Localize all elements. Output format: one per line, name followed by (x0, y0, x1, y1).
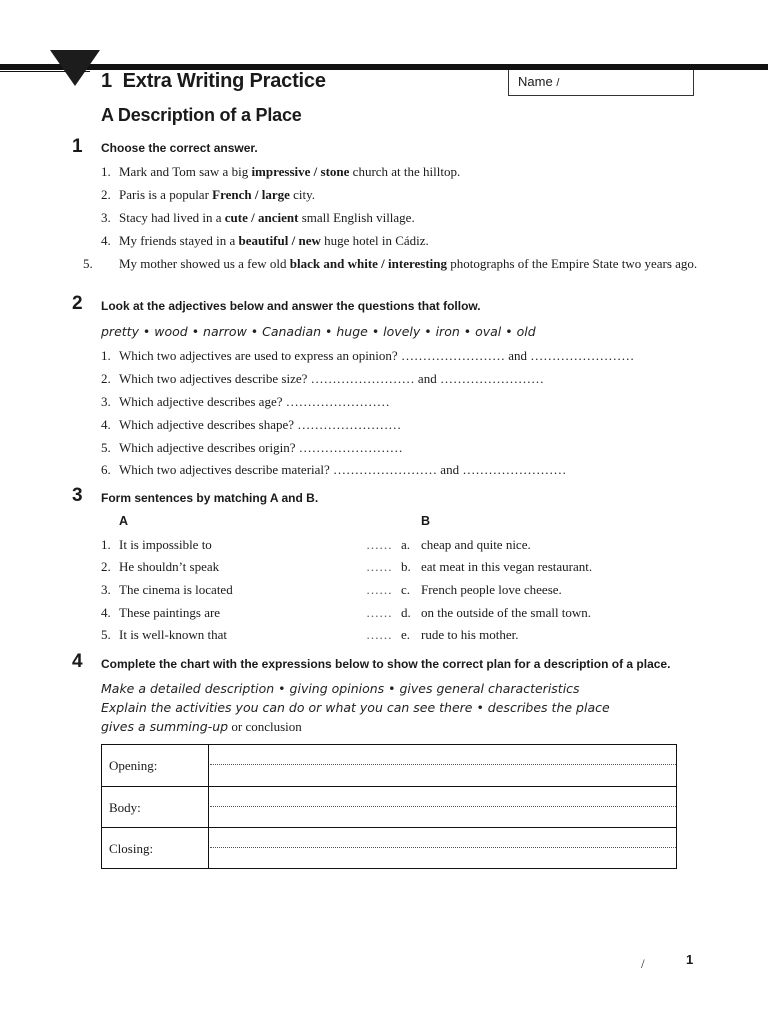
section-3-number: 3 (72, 485, 83, 506)
item-text-pre: Mark and Tom saw a big (119, 164, 252, 179)
part-b-letter: a. (401, 537, 411, 552)
list-item (101, 187, 701, 203)
answer-blank[interactable]: …… (366, 582, 392, 597)
answer-choice[interactable]: black and white / interesting (289, 256, 447, 271)
chart-row-closing (102, 828, 676, 869)
part-a-text: It is well-known that (119, 627, 227, 642)
answer-choice[interactable]: impressive / stone (251, 164, 350, 179)
expressions-line-1: Make a detailed description • giving opinions • gives general characteristics (101, 681, 580, 696)
item-text (119, 256, 697, 271)
item-number: 4. (101, 233, 111, 248)
triangle-marker-icon (50, 50, 100, 86)
question-item (101, 394, 701, 410)
question-text[interactable]: Which two adjectives describe size? …………………… and …………………… (119, 371, 544, 386)
chart-row-label: Body: (109, 800, 141, 815)
item-number: 5. (101, 627, 111, 642)
item-text (119, 187, 315, 202)
answer-choice[interactable]: cute / ancient (224, 210, 299, 225)
item-text (119, 233, 429, 248)
list-item (83, 256, 719, 272)
list-item (101, 210, 701, 226)
part-b-text: French people love cheese. (421, 582, 562, 597)
section-4-instruction: Complete the chart with the expressions below to show the correct plan for a description of a place. (101, 657, 671, 671)
question-item (101, 417, 701, 433)
item-number: 2. (101, 187, 111, 202)
chart-answer-line[interactable] (210, 847, 676, 848)
chart-divider (208, 745, 209, 786)
item-number: 4. (101, 417, 111, 432)
item-text-pre: My friends stayed in a (119, 233, 239, 248)
item-number: 1. (101, 348, 111, 363)
answer-choice[interactable]: beautiful / new (238, 233, 321, 248)
answer-blank[interactable]: …… (366, 559, 392, 574)
chart-divider (208, 828, 209, 869)
part-b-text: cheap and quite nice. (421, 537, 531, 552)
footer-slash: / (641, 956, 645, 971)
chart-row-label: Opening: (109, 758, 158, 773)
question-text[interactable]: Which two adjectives are used to express an opinion? …………………… and …………………… (119, 348, 635, 363)
question-text[interactable]: Which adjective describes age? …………………… (119, 394, 390, 409)
page-title: 1 Extra Writing Practice (101, 70, 326, 92)
part-b-letter: b. (401, 559, 411, 574)
list-item (101, 164, 701, 180)
part-b-text: eat meat in this vegan restaurant. (421, 559, 593, 574)
name-field[interactable] (508, 70, 694, 96)
question-item (101, 440, 701, 456)
expressions-line-3-italic: gives a summing-up (101, 719, 229, 734)
item-number: 6. (101, 462, 111, 477)
section-4-number: 4 (72, 651, 83, 672)
column-b-heading: B (421, 514, 431, 528)
question-text[interactable]: Which two adjectives describe material? …………………… and …………………… (119, 462, 567, 477)
item-number: 1. (101, 164, 111, 179)
page-subtitle: A Description of a Place (101, 105, 302, 125)
item-text-pre: My mother showed us a few old (119, 256, 290, 271)
chart-row-label: Closing: (109, 841, 154, 856)
chart-answer-line[interactable] (210, 764, 676, 765)
section-1-instruction: Choose the correct answer. (101, 141, 258, 155)
part-b-letter: e. (401, 627, 411, 642)
column-a-heading: A (119, 514, 129, 528)
question-item (101, 371, 701, 387)
item-number: 3. (101, 210, 111, 225)
part-b-text: on the outside of the small town. (421, 605, 592, 620)
item-text-post: photographs of the Empire State two years ago. (447, 256, 698, 271)
answer-blank[interactable]: …… (366, 627, 392, 642)
section-2-instruction: Look at the adjectives below and answer the questions that follow. (101, 299, 481, 313)
part-a-text: He shouldn’t speak (119, 559, 220, 574)
name-slash: / (556, 77, 560, 89)
name-label: Name (518, 74, 553, 89)
item-number: 5. (101, 440, 111, 455)
expressions-line-3 (101, 719, 302, 735)
part-a-text: The cinema is located (119, 582, 233, 597)
item-number: 2. (101, 371, 111, 386)
chart-answer-line[interactable] (210, 806, 676, 807)
item-text-post: huge hotel in Cádiz. (320, 233, 429, 248)
item-number: 2. (101, 559, 111, 574)
item-number: 1. (101, 537, 111, 552)
section-2-number: 2 (72, 293, 83, 314)
item-text (119, 164, 460, 179)
item-text-pre: Paris is a popular (119, 187, 213, 202)
item-number: 5. (83, 256, 93, 271)
part-b-letter: d. (401, 605, 411, 620)
item-text (119, 210, 415, 225)
section-3-instruction: Form sentences by matching A and B. (101, 491, 319, 505)
page-number: 1 (686, 952, 694, 967)
expressions-line-2: Explain the activities you can do or what you can see there • describes the place (101, 700, 610, 715)
part-b-letter: c. (401, 582, 411, 597)
question-item (101, 462, 701, 478)
item-number: 3. (101, 582, 111, 597)
question-text[interactable]: Which adjective describes shape? …………………… (119, 417, 402, 432)
item-text-post: small English village. (298, 210, 415, 225)
expressions-line-3-plain: or conclusion (228, 719, 302, 734)
part-b-text: rude to his mother. (421, 627, 519, 642)
chart-row-opening (102, 745, 676, 786)
item-number: 3. (101, 394, 111, 409)
answer-blank[interactable]: …… (366, 605, 392, 620)
list-item (101, 233, 701, 249)
question-text[interactable]: Which adjective describes origin? …………………… (119, 440, 403, 455)
answer-blank[interactable]: …… (366, 537, 392, 552)
item-text-pre: Stacy had lived in a (119, 210, 225, 225)
chart-divider (208, 787, 209, 828)
answer-choice[interactable]: French / large (212, 187, 290, 202)
chart-row-body (102, 787, 676, 828)
part-a-text: These paintings are (119, 605, 221, 620)
item-text-post: church at the hilltop. (349, 164, 461, 179)
section-1-number: 1 (72, 136, 83, 157)
item-text-post: city. (289, 187, 316, 202)
plan-chart (101, 744, 677, 869)
question-item (101, 348, 701, 364)
part-a-text: It is impossible to (119, 537, 212, 552)
adjective-list: pretty • wood • narrow • Canadian • huge • lovely • iron • oval • old (101, 324, 536, 339)
item-number: 4. (101, 605, 111, 620)
